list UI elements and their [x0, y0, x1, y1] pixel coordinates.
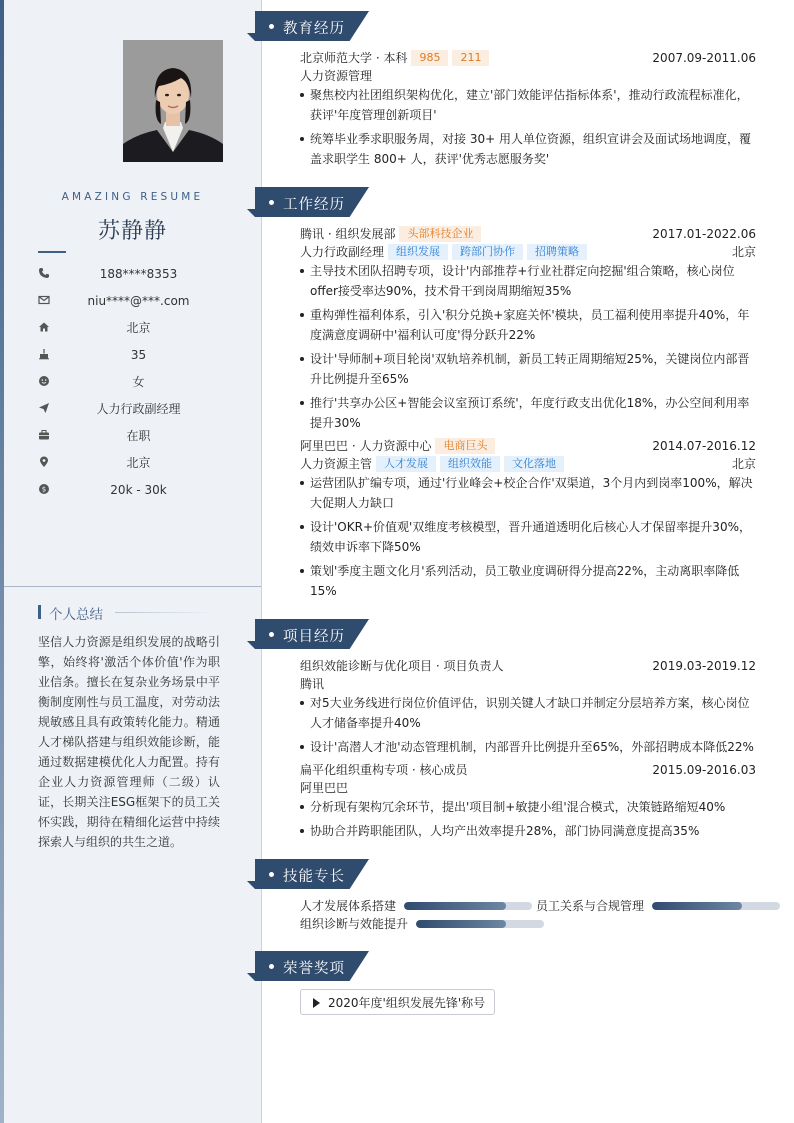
school-tag: 985	[411, 50, 448, 66]
work-bullet: 策划'季度主题文化月'系列活动，员工敬业度调研得分提高22%，主动离职率降低15%	[300, 561, 758, 601]
skill-tag: 组织发展	[388, 244, 448, 260]
skill-bar	[416, 920, 544, 928]
work-city: 北京	[731, 245, 756, 259]
main-content	[262, 0, 794, 1123]
info-phone	[4, 265, 261, 283]
project-header	[300, 657, 756, 675]
project-date: 2019.03-2019.12	[652, 659, 756, 673]
company-name: 腾讯 · 组织发展部	[300, 227, 396, 241]
info-location	[4, 454, 261, 472]
work-role-row	[300, 243, 756, 261]
work-date: 2017.01-2022.06	[652, 227, 756, 241]
person-name: 苏静静	[97, 219, 167, 244]
school-name: 北京师范大学 · 本科	[300, 51, 408, 65]
skill-bar-fill	[404, 902, 506, 910]
work-header	[300, 225, 756, 243]
project-bullet: 协助合并跨职能团队，人均产出效率提升28%，部门协同满意度提高35%	[300, 821, 758, 841]
project-company: 腾讯	[300, 677, 325, 691]
skill-item	[536, 897, 644, 915]
project-title: 组织效能诊断与优化项目 · 项目负责人	[300, 659, 504, 673]
face-icon	[38, 375, 50, 387]
brand-label: AMAZING RESUME	[61, 191, 204, 203]
education-date: 2007.09-2011.06	[652, 51, 756, 65]
project-bullet: 分析现有架构冗余环节，提出'项目制+敏捷小组'混合模式，决策链路缩短40%	[300, 797, 758, 817]
info-text: 188****8353	[99, 267, 178, 281]
info-status	[4, 427, 261, 445]
skill-item	[300, 915, 408, 933]
skill-tag: 跨部门协作	[452, 244, 523, 260]
skill-tag: 招聘策略	[527, 244, 587, 260]
info-gender	[4, 373, 261, 391]
phone-icon	[38, 267, 50, 279]
svg-text:$: $	[41, 485, 47, 494]
skill-name: 人才发展体系搭建	[300, 899, 397, 913]
project-company: 阿里巴巴	[300, 781, 349, 795]
info-salary	[4, 481, 261, 499]
skill-bar-fill	[652, 902, 742, 910]
summary-title: 个人总结	[49, 607, 103, 623]
info-text: niu****@***.com	[87, 294, 190, 308]
skill-item	[300, 897, 396, 915]
work-bullet: 重构弹性福利体系，引入'积分兑换+家庭关怀'模块，员工福利使用率提升40%，年度满意度调研中'福利认可度'得分跃升22%	[300, 305, 758, 345]
school-tag: 211	[452, 50, 489, 66]
job-role: 人力资源主管	[300, 457, 373, 471]
info-position	[4, 400, 261, 418]
mail-icon	[38, 294, 50, 306]
name-underline	[38, 251, 66, 253]
company-tag: 头部科技企业	[399, 226, 481, 242]
award-item	[300, 989, 495, 1015]
briefcase-icon	[38, 429, 50, 441]
info-email	[4, 292, 261, 310]
section-title: 技能专长	[283, 869, 345, 885]
info-text: 35	[130, 348, 147, 362]
money-icon	[38, 483, 50, 495]
section-title: 教育经历	[283, 21, 345, 37]
work-header	[300, 437, 756, 455]
summary-accent	[38, 605, 41, 619]
sidebar-divider	[4, 586, 261, 587]
skill-bar-fill	[416, 920, 506, 928]
work-date: 2014.07-2016.12	[652, 439, 756, 453]
work-bullet: 主导技术团队招聘专项，设计'内部推荐+行业社群定向挖掘'组合策略，核心岗位offer接受率达90%，技术骨干到岗周期缩短35%	[300, 261, 758, 301]
skill-name: 员工关系与合规管理	[536, 899, 645, 913]
work-bullet: 推行'共享办公区+智能会议室预订系统'，年度行政支出优化18%，办公空间利用率提升30%	[300, 393, 758, 433]
work-bullet: 运营团队扩编专项，通过'行业峰会+校企合作'双渠道，3个月内到岗率100%，解决大促期人力缺口	[300, 473, 758, 513]
section-title: 荣誉奖项	[283, 961, 345, 977]
info-text: 女	[132, 375, 145, 389]
skill-tag: 人才发展	[376, 456, 436, 472]
project-header	[300, 761, 756, 779]
project-title: 扁平化组织重构专项 · 核心成员	[300, 763, 468, 777]
info-text: 20k - 30k	[110, 483, 167, 497]
education-bullet: 统筹毕业季求职服务周，对接 30+ 用人单位资源，组织宣讲会及面试场地调度，覆盖求职学生 800+ 人，获评'优秀志愿服务奖'	[300, 129, 758, 169]
sidebar	[4, 0, 262, 1123]
company-name: 阿里巴巴 · 人力资源中心	[300, 439, 432, 453]
skill-bar	[652, 902, 780, 910]
section-title: 项目经历	[283, 629, 345, 645]
info-text: 北京	[126, 321, 151, 335]
skill-name: 组织诊断与效能提升	[300, 917, 409, 931]
project-bullet: 对5大业务线进行岗位价值评估，识别关键人才缺口并制定分层培养方案，核心岗位人才储备率提升40%	[300, 693, 758, 733]
info-text: 在职	[126, 429, 151, 443]
project-bullet: 设计'高潜人才池'动态管理机制，内部晋升比例提升至65%，外部招聘成本降低22%	[300, 737, 758, 757]
info-age	[4, 346, 261, 364]
work-bullet: 设计'OKR+价值观'双维度考核模型，晋升通道透明化后核心人才保留率提升30%，绩效申诉率下降50%	[300, 517, 758, 557]
info-home	[4, 319, 261, 337]
profile-photo	[123, 40, 223, 162]
send-icon	[38, 402, 50, 414]
home-icon	[38, 321, 50, 333]
job-role: 人力行政副经理	[300, 245, 385, 259]
skill-tag: 组织效能	[440, 456, 500, 472]
info-text: 北京	[126, 456, 151, 470]
location-pin-icon	[38, 456, 50, 468]
info-text: 人力行政副经理	[96, 402, 181, 416]
project-date: 2015.09-2016.03	[652, 763, 756, 777]
summary-title-line	[115, 612, 215, 613]
work-role-row	[300, 455, 756, 473]
work-bullet: 设计'导师制+项目轮岗'双轨培养机制，新员工转正周期缩短25%，关键岗位内部晋升比例提升至65%	[300, 349, 758, 389]
cake-icon	[38, 348, 50, 360]
skill-tag: 文化落地	[504, 456, 564, 472]
award-text: 2020年度'组织发展先锋'称号	[328, 996, 486, 1010]
company-tag: 电商巨头	[435, 438, 495, 454]
play-triangle-icon	[313, 998, 320, 1008]
summary-text: 坚信人力资源是组织发展的战略引擎，始终将'激活个体价值'作为职业信条。擅长在复杂业务场景中平衡制度刚性与员工温度，对劳动法规敏感且具有政策转化能力。精通人才梯队搭建与组织效能诊断，能通过数据建模优化人力配置。持有企业人力资源管理师（二级）认证，长期关注ESG框架下的员工关怀实践，期待在精细化运营中持续探索人与组织的共生之道。	[38, 635, 220, 849]
education-header	[300, 49, 756, 67]
work-city: 北京	[731, 457, 756, 471]
section-title: 工作经历	[283, 197, 345, 213]
education-major: 人力资源管理	[300, 69, 373, 83]
education-bullet: 聚焦校内社团组织架构优化，建立'部门效能评估指标体系'，推动行政流程标准化，获评'年度管理创新项目'	[300, 85, 758, 125]
skill-bar	[404, 902, 532, 910]
